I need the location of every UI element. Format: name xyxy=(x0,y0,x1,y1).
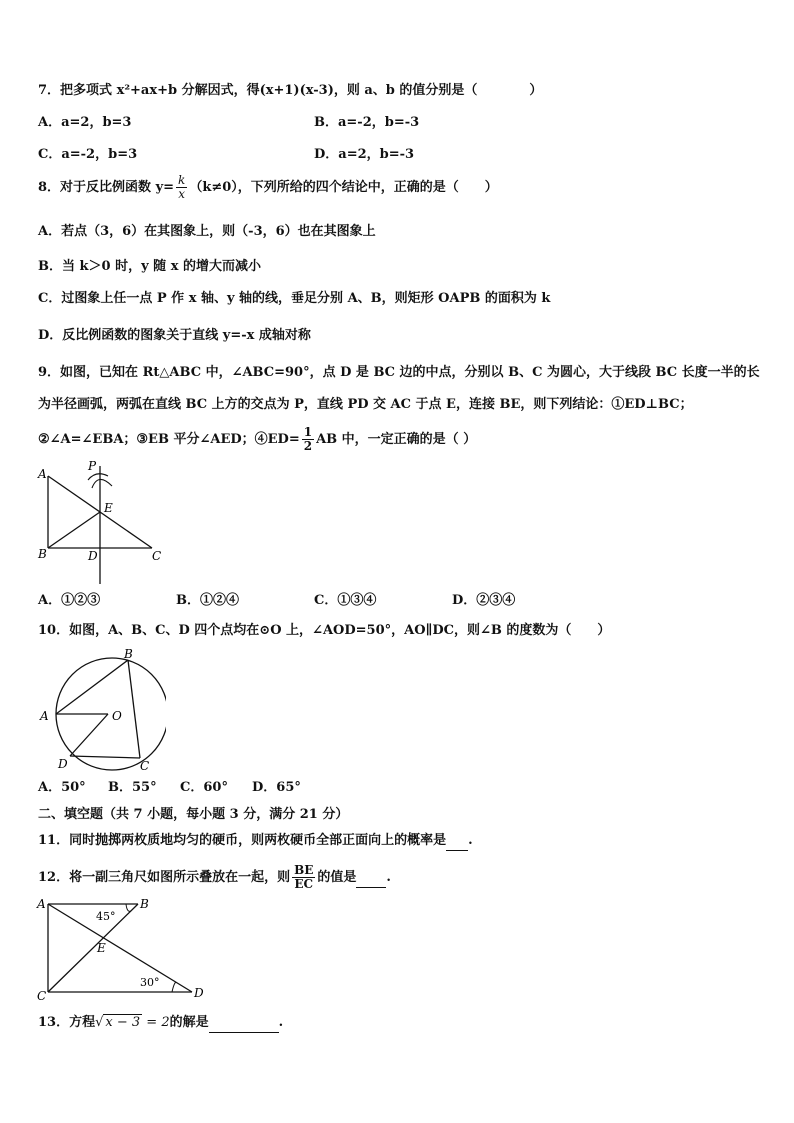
q8-frac-den: x xyxy=(178,187,186,201)
q11-end: . xyxy=(468,833,473,848)
q10-stem: 10．如图，A、B、C、D 四个点均在⊙O 上，∠AOD=50°，AO∥DC，则∠B 的度数为（ ） xyxy=(38,623,611,638)
q9-label-b: B xyxy=(38,547,47,561)
q8-option-d: D．反比例函数的图象关于直线 y=-x 成轴对称 xyxy=(38,328,311,343)
q12-frac-den: EC xyxy=(294,877,314,891)
q13-end: . xyxy=(278,1015,284,1030)
q10-label-d: D xyxy=(58,757,68,771)
q9-label-c: C xyxy=(152,549,162,563)
q7-option-b: B．a=-2，b=-3 xyxy=(314,115,420,130)
q12-angle-arc-d xyxy=(172,982,176,992)
q10-seg-ab xyxy=(56,660,128,714)
q12-stem-post: 的值是 xyxy=(317,870,357,885)
q9-label-a: A xyxy=(38,467,47,481)
q13-answer-blank xyxy=(209,1014,279,1033)
q13-stem xyxy=(38,1014,283,1033)
q10-seg-bc xyxy=(128,660,140,758)
q8-stem-post: （k≠0），下列所给的四个结论中，正确的是（ ） xyxy=(189,180,498,195)
q9-arc-2 xyxy=(92,479,112,488)
q10-label-b: B xyxy=(124,647,133,661)
q9-frac-num: 1 xyxy=(303,425,313,439)
q12-stem-pre: 12．将一副三角尺如图所示叠放在一起，则 xyxy=(38,870,291,885)
q8-stem xyxy=(38,174,498,201)
q12-figure xyxy=(34,894,214,1006)
q7-option-c: C．a=-2，b=3 xyxy=(38,147,138,162)
q12-frac-num: BE xyxy=(294,863,314,877)
q7-option-a: A．a=2，b=3 xyxy=(38,115,132,130)
q9-line-3-pre: ②∠A=∠EBA；③EB 平分∠AED；④ED= xyxy=(38,432,300,447)
q13-radicand: x − 3 xyxy=(105,1015,141,1030)
q10-label-a: A xyxy=(40,709,49,723)
q12-label-a: A xyxy=(37,897,46,911)
q12-seg-bc xyxy=(48,904,138,992)
q11-stem-text: 11．同时抛掷两枚质地均匀的硬币，则两枚硬币全部正面向上的概率是 xyxy=(38,833,447,848)
q9-line-3 xyxy=(38,426,476,453)
q12-angle-arc-b xyxy=(126,904,131,911)
q9-option-b: B．①②④ xyxy=(176,593,239,608)
q8-fraction xyxy=(176,174,187,201)
section-2-heading: 二、填空题（共 7 小题，每小题 3 分，满分 21 分） xyxy=(38,807,349,822)
q12-label-d: D xyxy=(194,986,204,1000)
q10-option-c: C．60° xyxy=(180,780,228,795)
q8-stem-pre: 8．对于反比例函数 y= xyxy=(38,180,175,195)
q12-fraction xyxy=(292,864,315,891)
q13-sqrt: √ x − 3 xyxy=(95,1015,141,1030)
q13-stem-post: 的解是 xyxy=(169,1015,209,1030)
q9-line-3-post: AB 中，一定正确的是（ ） xyxy=(316,432,477,447)
q12-seg-ad xyxy=(48,904,192,992)
q9-option-d: D．②③④ xyxy=(452,593,516,608)
q11-stem xyxy=(38,832,473,851)
q10-option-a: A．50° xyxy=(38,780,86,795)
q12-stem xyxy=(38,864,391,891)
q12-angle-30: 30° xyxy=(140,976,160,989)
q10-option-b: B．55° xyxy=(108,780,157,795)
q12-end: . xyxy=(386,870,391,885)
q8-frac-num: k xyxy=(178,173,186,187)
q8-option-c: C．过图象上任一点 P 作 x 轴、y 轴的线，垂足分别 A、B，则矩形 OAPB 的面积为 k xyxy=(38,291,551,306)
q9-option-c: C．①③④ xyxy=(314,593,377,608)
q10-label-o: O xyxy=(112,709,122,723)
q13-stem-pre: 13．方程 xyxy=(38,1015,96,1030)
q9-label-e: E xyxy=(104,501,113,515)
q8-option-b: B．当 k＞0 时，y 随 x 的增大而减小 xyxy=(38,259,261,274)
q12-angle-45: 45° xyxy=(96,910,116,923)
q10-seg-od xyxy=(70,714,108,756)
q11-answer-blank xyxy=(446,832,468,851)
q9-fraction xyxy=(302,426,314,453)
q9-line-1: 9．如图，已知在 Rt△ABC 中，∠ABC=90°，点 D 是 BC 边的中点，分别以 B、C 为圆心，大于线段 BC 长度一半的长 xyxy=(38,365,760,380)
q9-label-p: P xyxy=(88,459,97,473)
q8-option-a: A．若点（3，6）在其图象上，则（-3，6）也在其图象上 xyxy=(38,224,376,239)
q7-stem: 7．把多项式 x²+ax+b 分解因式，得(x+1)(x-3)，则 a、b 的值分别是（ ） xyxy=(38,83,543,98)
q9-line-2: 为半径画弧，两弧在直线 BC 上方的交点为 P，直线 PD 交 AC 于点 E，连接 BE，则下列结论：①ED⊥BC； xyxy=(38,397,693,412)
q9-option-a: A．①②③ xyxy=(38,593,101,608)
q10-label-c: C xyxy=(140,759,150,773)
q13-eq: = 2 xyxy=(142,1015,170,1030)
q9-figure xyxy=(34,458,174,588)
q9-seg-be xyxy=(48,512,100,548)
q12-label-c: C xyxy=(37,989,47,1003)
q10-seg-dc xyxy=(70,756,140,758)
q7-option-d: D．a=2，b=-3 xyxy=(314,147,415,162)
q9-arc-1 xyxy=(88,474,108,480)
q10-option-d: D．65° xyxy=(252,780,301,795)
q12-label-e: E xyxy=(97,941,106,955)
q9-frac-den: 2 xyxy=(303,439,313,453)
q9-label-d: D xyxy=(88,549,98,563)
q12-label-b: B xyxy=(140,897,149,911)
q10-figure xyxy=(36,646,166,774)
q12-answer-blank xyxy=(356,869,386,888)
